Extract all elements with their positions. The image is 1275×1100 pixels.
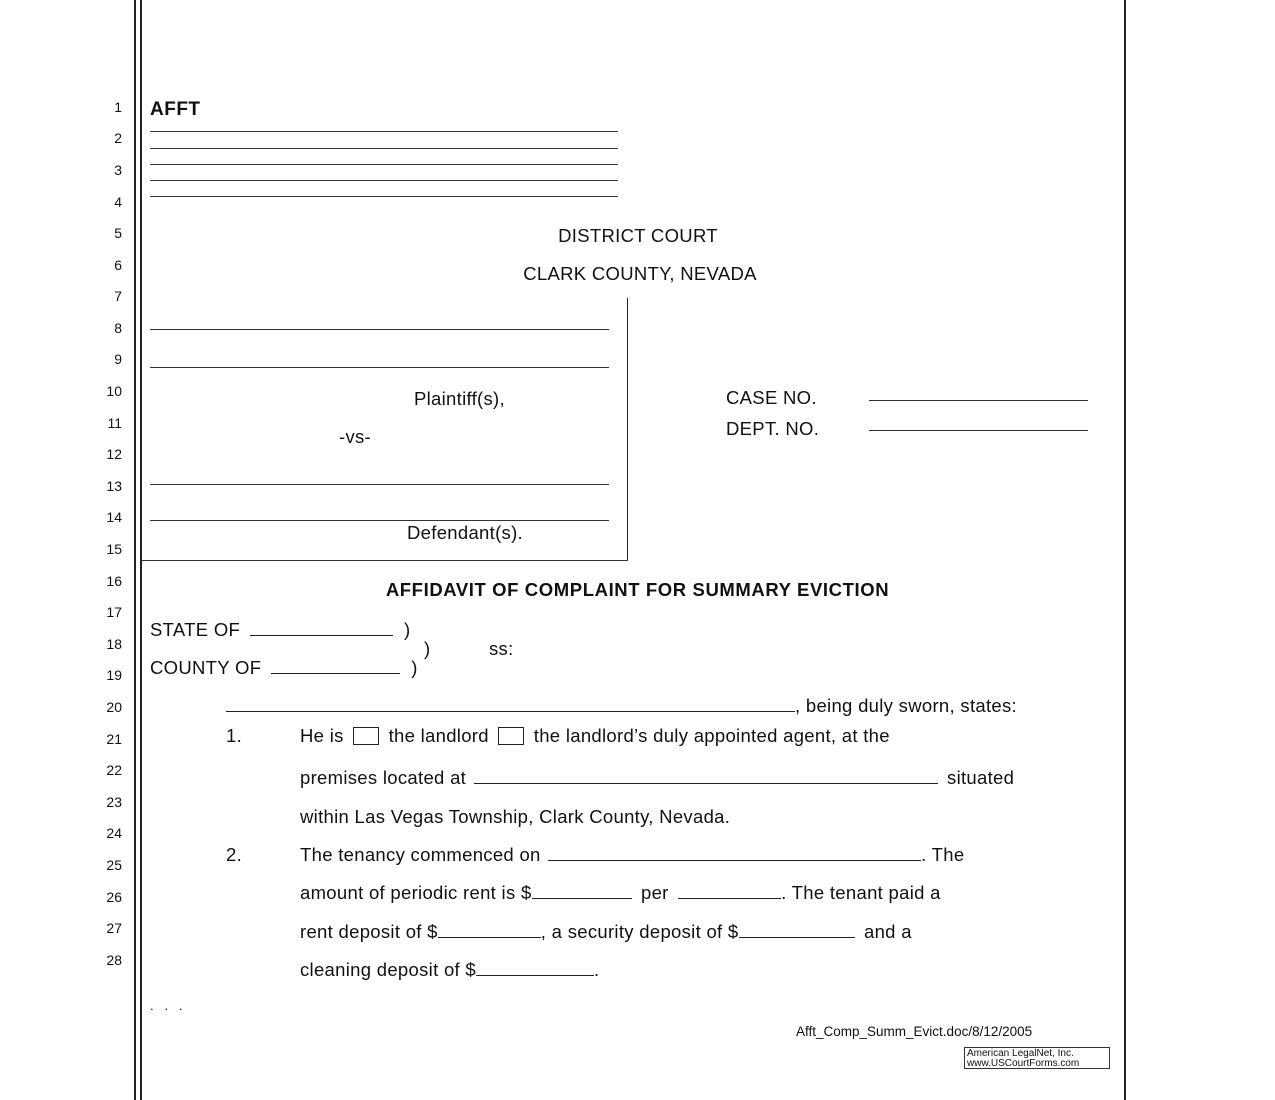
landlord-text: the landlord: [388, 725, 489, 746]
plaintiff-label: Plaintiff(s),: [414, 388, 505, 409]
line-number: 20: [106, 699, 122, 715]
cleaning-deposit-field[interactable]: [476, 961, 594, 976]
attorney-info-line[interactable]: [150, 196, 618, 197]
case-number-field[interactable]: [869, 400, 1088, 401]
venue-paren: ): [411, 657, 418, 678]
attorney-info-line[interactable]: [150, 131, 618, 132]
rent-amount-field[interactable]: [532, 884, 632, 899]
document-title: AFFIDAVIT OF COMPLAINT FOR SUMMARY EVICTION: [385, 579, 890, 600]
item-2-number: 2.: [226, 844, 243, 865]
publisher-name: American LegalNet, Inc.: [967, 1048, 1074, 1059]
premises-text: premises located at: [300, 767, 467, 788]
state-of-label: STATE OF: [150, 619, 241, 640]
line-number: 10: [106, 383, 122, 399]
rent-period-field[interactable]: [678, 884, 781, 899]
line-number: 14: [106, 509, 122, 525]
item-2-line-3: [300, 921, 912, 943]
line-number: 11: [107, 415, 122, 431]
item-1-line-1: [300, 725, 890, 747]
line-number: 26: [106, 889, 122, 905]
county-field[interactable]: [271, 659, 400, 674]
county-of-row: [150, 657, 418, 679]
state-of-row: [150, 619, 410, 641]
item-2-line-1: [300, 844, 964, 866]
left-margin-rule-outer: [134, 0, 136, 1100]
right-margin-rule: [1124, 0, 1126, 1100]
county-of-label: COUNTY OF: [150, 657, 262, 678]
venue-paren-middle: ): [424, 638, 431, 659]
rent-deposit-text: rent deposit of $: [300, 921, 438, 942]
attorney-info-line[interactable]: [150, 164, 618, 165]
affiant-row: [226, 695, 1017, 717]
rent-deposit-field[interactable]: [438, 923, 541, 938]
defendant-name-line[interactable]: [150, 484, 609, 485]
publisher-url: www.USCourtForms.com: [967, 1058, 1080, 1069]
line-number: 15: [106, 541, 122, 557]
situated-text: situated: [947, 767, 1015, 788]
line-number: 28: [106, 952, 122, 968]
caption-box-bottom-rule: [140, 560, 628, 561]
attorney-info-line[interactable]: [150, 180, 618, 181]
line-number: 5: [114, 225, 122, 241]
item-1-number: 1.: [226, 725, 243, 746]
line-number: 18: [106, 636, 122, 652]
line-number: 23: [106, 794, 122, 810]
per-text: per: [641, 882, 669, 903]
line-number: 21: [106, 731, 122, 747]
document-reference: Afft_Comp_Summ_Evict.doc/8/12/2005: [796, 1024, 1033, 1039]
plaintiff-name-line[interactable]: [150, 367, 609, 368]
form-code: AFFT: [150, 99, 201, 120]
paid-text: . The tenant paid a: [781, 882, 941, 903]
plaintiff-name-line[interactable]: [150, 329, 609, 330]
ss-label: ss:: [489, 638, 514, 659]
attorney-info-line[interactable]: [150, 148, 618, 149]
state-field[interactable]: [250, 621, 393, 636]
item-2-line-2: [300, 882, 941, 904]
caption-box-right-rule: [627, 298, 628, 560]
agent-checkbox[interactable]: [498, 727, 524, 745]
and-a-text: and a: [863, 921, 912, 942]
line-number: 27: [106, 920, 122, 936]
line-number: 9: [114, 351, 122, 367]
the-text: . The: [921, 844, 965, 865]
amount-text: amount of periodic rent is $: [300, 882, 532, 903]
affiant-name-field[interactable]: [226, 697, 795, 712]
court-county: CLARK COUNTY, NEVADA: [523, 263, 757, 284]
publisher-stamp: [964, 1047, 1110, 1069]
venue-paren: ): [404, 619, 411, 640]
dept-number-field[interactable]: [869, 430, 1088, 431]
line-number: 22: [106, 762, 122, 778]
line-number: 16: [106, 573, 122, 589]
sworn-text: , being duly sworn, states:: [795, 695, 1017, 716]
cleaning-deposit-text: cleaning deposit of $: [300, 959, 477, 980]
defendant-name-line[interactable]: [150, 520, 609, 521]
line-number: 4: [114, 194, 122, 210]
item-2-line-4: [300, 959, 599, 981]
line-number: 1: [114, 99, 122, 115]
premises-address-field[interactable]: [474, 769, 938, 784]
line-number: 6: [114, 257, 122, 273]
tenancy-text: The tenancy commenced on: [300, 844, 541, 865]
court-name: DISTRICT COURT: [558, 225, 718, 246]
line-number: 8: [114, 320, 122, 336]
agent-text: the landlord’s duly appointed agent, at the: [533, 725, 890, 746]
versus-label: -vs-: [339, 426, 372, 447]
item-1-line-3: within Las Vegas Township, Clark County, Nevada.: [300, 806, 731, 827]
security-deposit-text: , a security deposit of $: [540, 921, 739, 942]
landlord-checkbox[interactable]: [353, 727, 379, 745]
defendant-label: Defendant(s).: [407, 522, 523, 543]
tenancy-date-field[interactable]: [548, 846, 921, 861]
security-deposit-field[interactable]: [739, 923, 855, 938]
line-number: 17: [106, 604, 122, 620]
continuation-dots: . . .: [150, 998, 183, 1013]
line-number: 13: [106, 478, 122, 494]
left-margin-rule-inner: [140, 0, 142, 1100]
line-number: 3: [114, 162, 122, 178]
line-number: 24: [106, 825, 122, 841]
he-is-text: He is: [300, 725, 344, 746]
period-text: .: [594, 959, 600, 980]
line-number: 19: [106, 667, 122, 683]
dept-number-label: DEPT. NO.: [726, 418, 820, 439]
line-number: 2: [114, 130, 122, 146]
line-number: 12: [106, 446, 122, 462]
case-number-label: CASE NO.: [726, 387, 817, 408]
line-number: 25: [106, 857, 122, 873]
line-number: 7: [114, 288, 122, 304]
item-1-line-2: [300, 767, 1014, 789]
